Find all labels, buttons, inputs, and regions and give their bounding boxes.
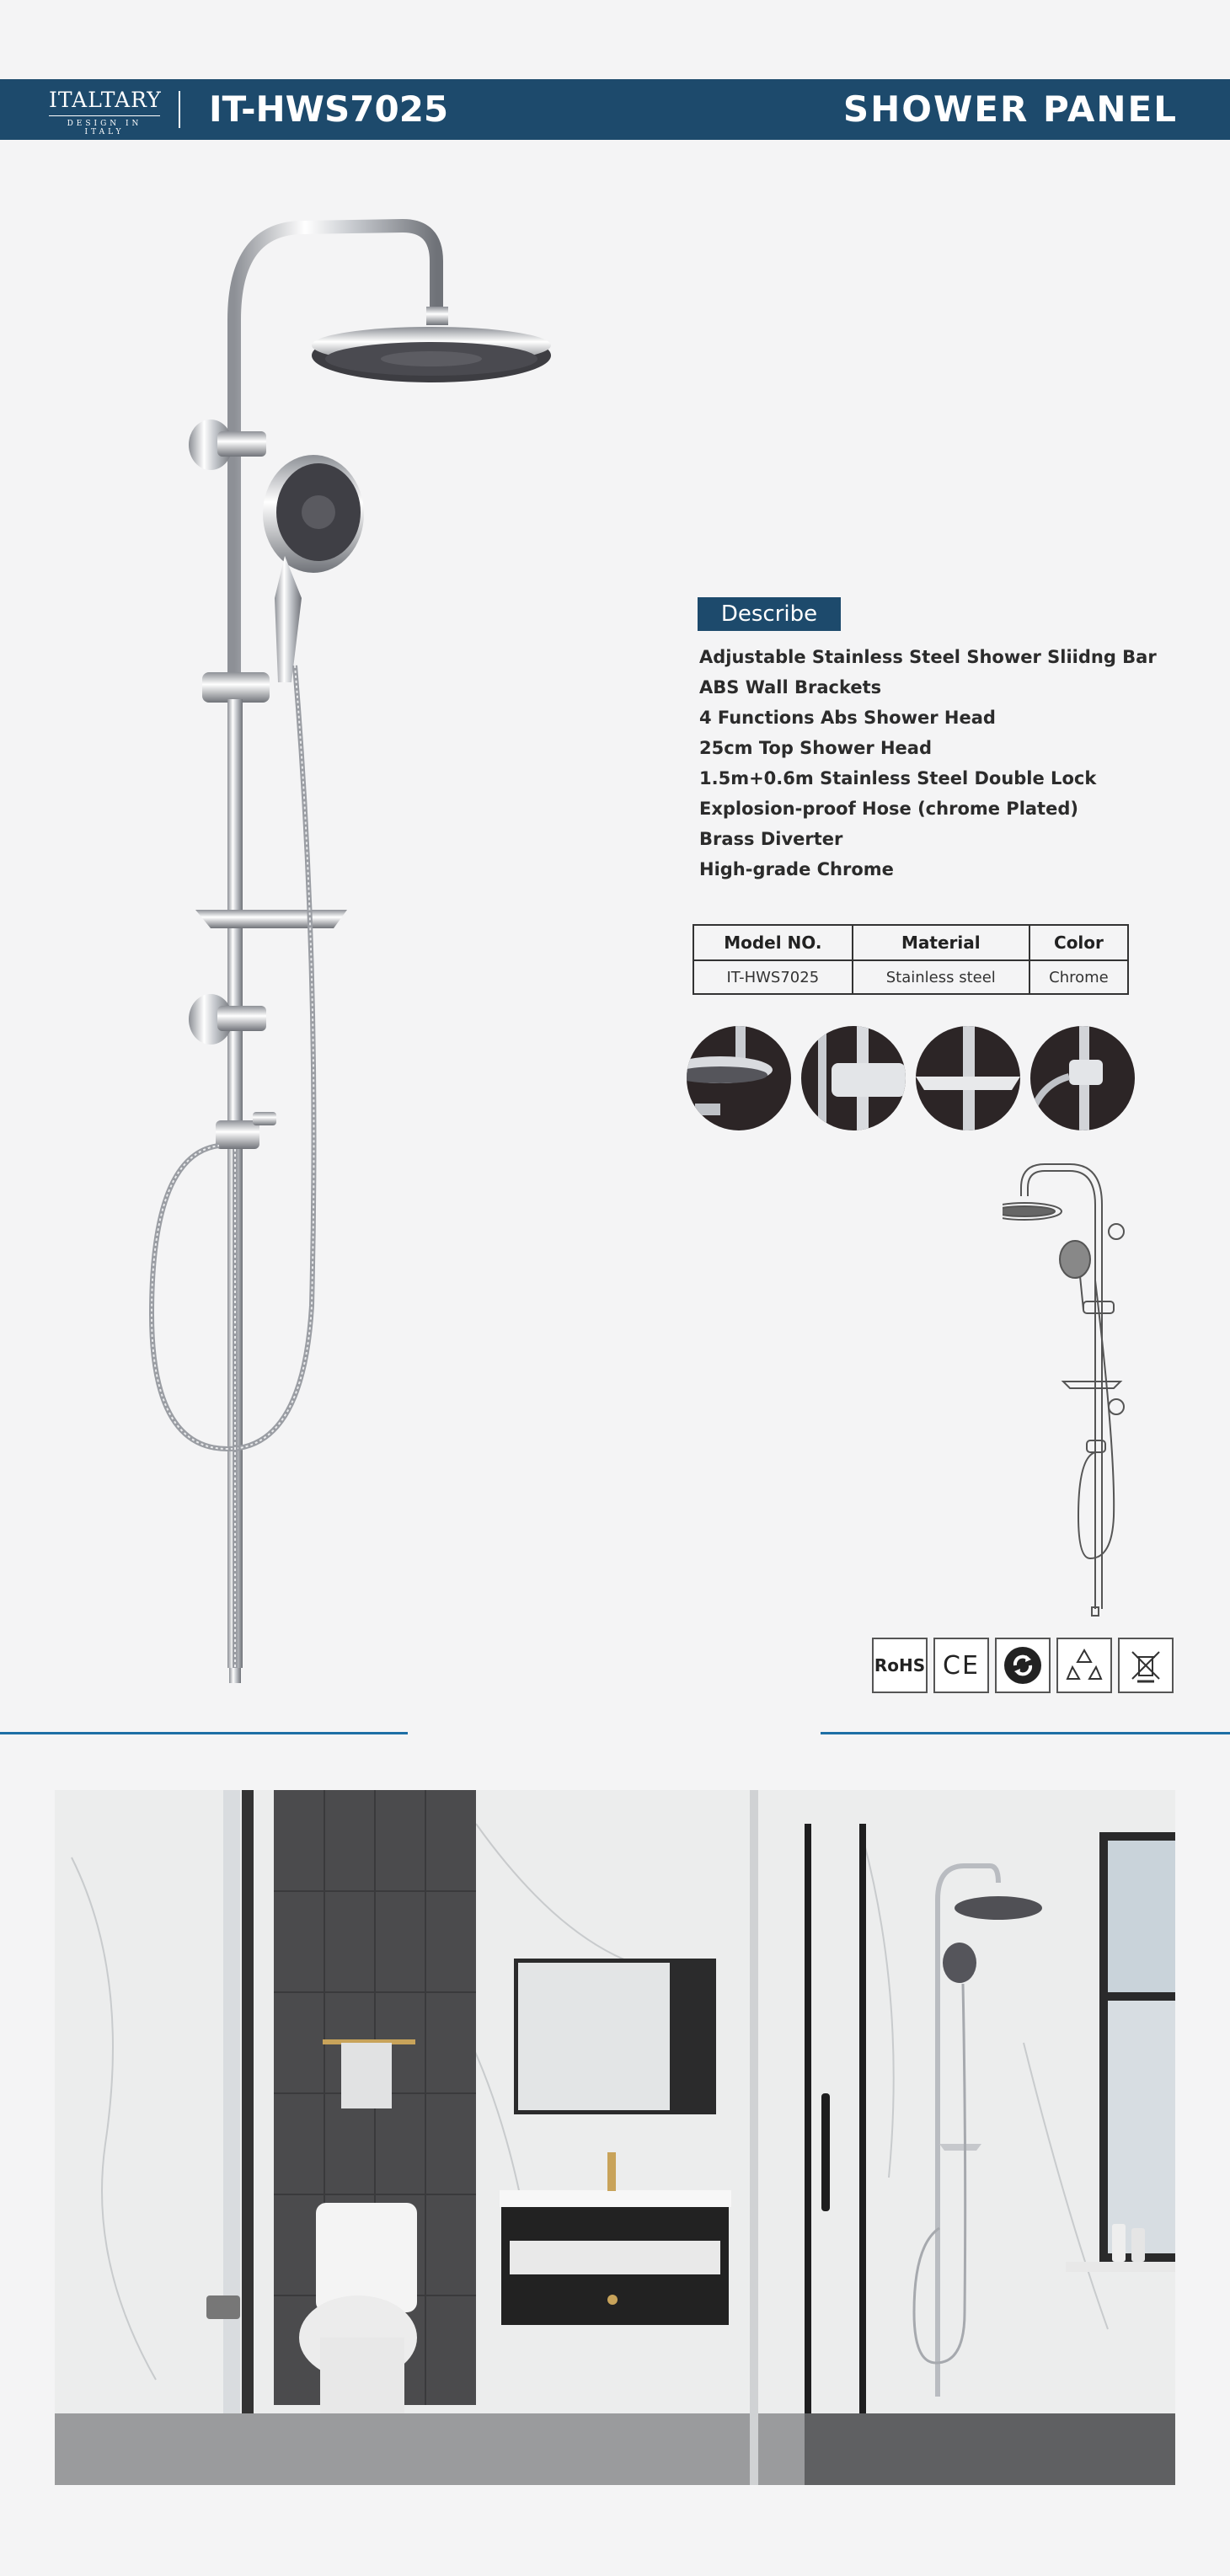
feature-item: ABS Wall Brackets: [699, 677, 882, 697]
header-separator: [179, 91, 180, 128]
feature-item: Explosion-proof Hose (chrome Plated): [699, 799, 1078, 819]
diverter-closeup: [1030, 1026, 1135, 1130]
slider-bracket-closeup: [801, 1026, 906, 1130]
feature-list: [699, 642, 1157, 884]
shower-panel-image: [135, 211, 573, 1693]
bathroom-scene-image: [55, 1790, 1175, 2485]
product-type: SHOWER PANEL: [842, 88, 1178, 130]
detail-images: [687, 1026, 1142, 1136]
top-shower-head-closeup: [687, 1026, 791, 1130]
soap-dish-closeup: [916, 1026, 1020, 1130]
header-model: Model NO.: [693, 925, 853, 960]
cell-color: Chrome: [1029, 960, 1128, 994]
shower-line-drawing: [1003, 1162, 1154, 1617]
feature-item: Brass Diverter: [699, 829, 843, 849]
spec-table-header-row: [693, 925, 1128, 960]
describe-label: Describe: [698, 597, 841, 631]
feature-item: High-grade Chrome: [699, 859, 894, 879]
section-divider-left: [0, 1732, 408, 1734]
ce-icon: CE: [933, 1638, 989, 1693]
section-divider-right: [821, 1732, 1230, 1734]
brand-rule: [49, 115, 160, 116]
spec-table: [693, 924, 1129, 995]
cell-material: Stainless steel: [853, 960, 1029, 994]
rohs-icon: RoHS: [872, 1638, 928, 1693]
feature-item: 1.5m+0.6m Stainless Steel Double Lock: [699, 768, 1097, 788]
recycle-icon: [1056, 1638, 1112, 1693]
brand-name: ITALTARY: [49, 88, 162, 112]
brand-tagline: DESIGN IN ITALY: [67, 120, 142, 136]
header-material: Material: [853, 925, 1029, 960]
header-color: Color: [1029, 925, 1128, 960]
feature-item: Adjustable Stainless Steel Shower Sliidng Bar: [699, 647, 1157, 667]
feature-item: 25cm Top Shower Head: [699, 738, 933, 758]
model-title: IT-HWS7025: [209, 88, 449, 130]
header-bar: [0, 79, 1230, 140]
feature-item: 4 Functions Abs Shower Head: [699, 708, 996, 728]
spec-table-row: [693, 960, 1128, 994]
weee-bin-icon: [1118, 1638, 1174, 1693]
green-dot-icon: [995, 1638, 1051, 1693]
brand-logo: [49, 88, 160, 136]
cell-model: IT-HWS7025: [693, 960, 853, 994]
